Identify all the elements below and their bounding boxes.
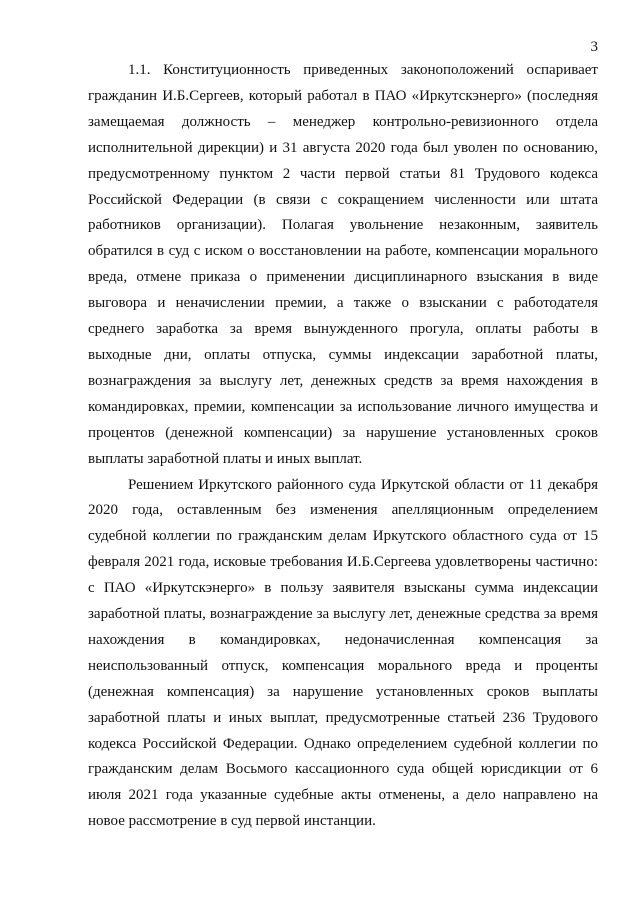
paragraph-court-decision: Решением Иркутского районного суда Иркутской области от 11 декабря 2020 года, оставленным без изменения апелляционным определением судебной коллегии по гражданским делам Иркутского областного суда от 15 февраля 2021 года, исковые требования И.Б.Сергеева удовлетворены частично: с ПАО «Иркутскэнерго» в пользу заявителя взысканы сумма индексации заработной платы, вознаграждение за выслугу лет, денежные средства за время нахождения в командировках, недоначисленная компенсация за неиспользованный отпуск, компенсация морального вреда и проценты (денежная компенсация) за нарушение установленных сроков выплаты заработной платы и иных выплат, предусмотренные статьей 236 Трудового кодекса Российской Федерации. Однако определением судебной коллегии по гражданским делам Восьмого кассационного суда общей юрисдикции от 6 июля 2021 года указанные судебные акты отменены, а дело направлено на новое рассмотрение в суд первой инстанции. — [88, 476, 598, 830]
page-number: 3 — [590, 39, 598, 55]
paragraph-1-1: 1.1. Конституционность приведенных законоположений оспаривает гражданин И.Б.Сергеев, который работал в ПАО «Иркутскэнерго» (последняя замещаемая должность – менеджер контрольно-ревизионного отдела исполнительной дирекции) и 31 августа 2020 года был уволен по основанию, предусмотренному пунктом 2 части первой статьи 81 Трудового кодекса Российской Федерации (в связи с сокращением численности или штата работников организации). Полагая увольнение незаконным, заявитель обратился в суд с иском о восстановлении на работе, компенсации морального вреда, отмене приказа о применении дисциплинарного взыскания в виде выговора и неначислении премии, а также о взыскании с работодателя среднего заработка за время вынужденного прогула, оплаты работы в выходные дни, оплаты отпуска, суммы индексации заработной платы, вознаграждения за выслугу лет, денежных средств за время нахождения в командировках, премии, компенсации за использование личного имущества и процентов (денежной компенсации) за нарушение установленных сроков выплаты заработной платы и иных выплат. — [88, 62, 598, 467]
document-body — [88, 58, 598, 835]
